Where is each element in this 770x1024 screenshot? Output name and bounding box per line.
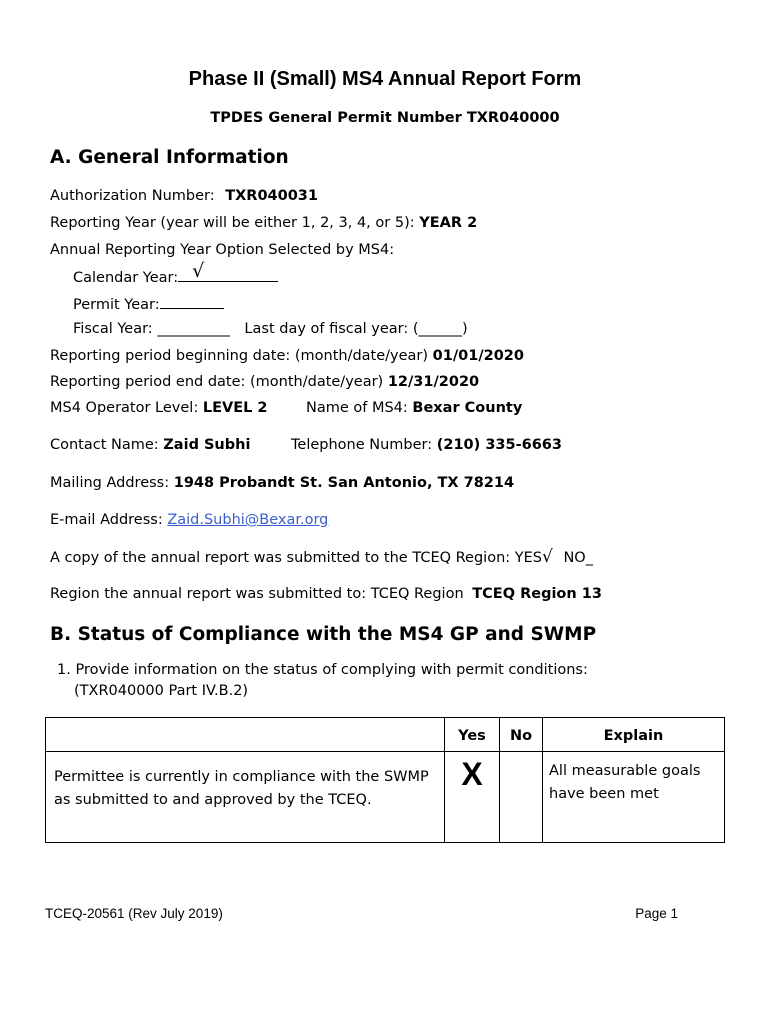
fiscal-year-label: Fiscal Year:	[73, 321, 153, 337]
reporting-year-value: YEAR 2	[419, 215, 478, 231]
explain-cell[interactable]: All measurable goals have been met	[543, 752, 725, 843]
option-label: Annual Reporting Year Option Selected by MS4:	[50, 242, 395, 258]
begin-date-line	[50, 348, 524, 364]
permit-year-field[interactable]	[160, 295, 224, 309]
header-no: No	[500, 718, 543, 752]
mailing-address-line	[50, 475, 514, 491]
begin-date-value: 01/01/2020	[432, 348, 524, 364]
last-day-label: Last day of fiscal year: (	[244, 321, 419, 337]
contact-line	[50, 437, 250, 453]
region-line	[50, 586, 602, 602]
compliance-description: Permittee is currently in compliance with the SWMP as submitted to and approved by the TCEQ.	[46, 752, 445, 843]
compliance-table	[45, 717, 725, 843]
item-1-line-1: 1. Provide information on the status of complying with permit conditions:	[57, 662, 588, 678]
authorization-line	[50, 188, 318, 204]
telephone-value: (210) 335-6663	[436, 437, 562, 453]
copy-no-option[interactable]: NO_	[563, 550, 593, 566]
contact-value: Zaid Subhi	[163, 437, 251, 453]
end-date-value: 12/31/2020	[387, 374, 480, 390]
region-value: TCEQ Region 13	[472, 586, 602, 602]
header-yes: Yes	[445, 718, 500, 752]
operator-level-value: LEVEL 2	[202, 400, 268, 416]
table-row	[46, 752, 725, 843]
permit-year-line	[73, 295, 224, 313]
header-explain: Explain	[543, 718, 725, 752]
checkmark-icon: √	[542, 547, 553, 567]
yes-cell[interactable]: X	[445, 752, 500, 843]
reporting-year-line	[50, 215, 477, 231]
fiscal-year-field[interactable]: __________	[157, 321, 230, 337]
telephone-line	[291, 437, 562, 453]
reporting-year-label: Reporting Year (year will be either 1, 2, 3, 4, or 5):	[50, 215, 415, 231]
email-line	[50, 512, 328, 528]
begin-date-label: Reporting period beginning date: (month/date/year)	[50, 348, 429, 364]
email-link[interactable]: Zaid.Subhi@Bexar.org	[167, 512, 329, 528]
mailing-address-label: Mailing Address:	[50, 475, 170, 491]
mailing-address-value: 1948 Probandt St. San Antonio, TX 78214	[173, 475, 515, 491]
section-b-heading: B. Status of Compliance with the MS4 GP and SWMP	[50, 624, 597, 645]
end-date-label: Reporting period end date: (month/date/year)	[50, 374, 384, 390]
copy-submitted-line	[50, 549, 593, 566]
permit-year-label: Permit Year:	[73, 297, 160, 313]
telephone-label: Telephone Number:	[291, 437, 433, 453]
checkmark-icon: √	[192, 260, 205, 282]
ms4-name-value: Bexar County	[412, 400, 523, 416]
region-label: Region the annual report was submitted to: TCEQ Region	[50, 586, 464, 602]
permit-subtitle: TPDES General Permit Number TXR040000	[210, 110, 560, 126]
ms4-name-label: Name of MS4:	[306, 400, 408, 416]
calendar-year-label: Calendar Year:	[73, 270, 179, 286]
copy-submitted-label: A copy of the annual report was submitted to the TCEQ Region: YES	[50, 550, 542, 566]
form-title: Phase II (Small) MS4 Annual Report Form	[188, 68, 582, 90]
end-date-line	[50, 374, 479, 390]
last-day-field[interactable]: ______	[418, 321, 463, 337]
last-day-close: )	[462, 321, 468, 337]
operator-level-label: MS4 Operator Level:	[50, 400, 199, 416]
calendar-year-line	[73, 260, 278, 286]
section-a-heading: A. General Information	[50, 147, 289, 168]
operator-level-line	[50, 400, 268, 416]
authorization-label: Authorization Number:	[50, 188, 215, 204]
footer-form-number: TCEQ-20561 (Rev July 2019)	[45, 906, 223, 921]
header-blank-cell	[46, 718, 445, 752]
table-header-row	[46, 718, 725, 752]
ms4-name-line	[306, 400, 522, 416]
email-label: E-mail Address:	[50, 512, 163, 528]
item-1-line-2: (TXR040000 Part IV.B.2)	[74, 683, 249, 699]
fiscal-year-line	[73, 321, 468, 337]
contact-label: Contact Name:	[50, 437, 159, 453]
authorization-value: TXR040031	[225, 188, 318, 204]
footer-page-number: Page 1	[635, 906, 678, 921]
calendar-year-field[interactable]	[178, 260, 278, 282]
no-cell[interactable]	[500, 752, 543, 843]
